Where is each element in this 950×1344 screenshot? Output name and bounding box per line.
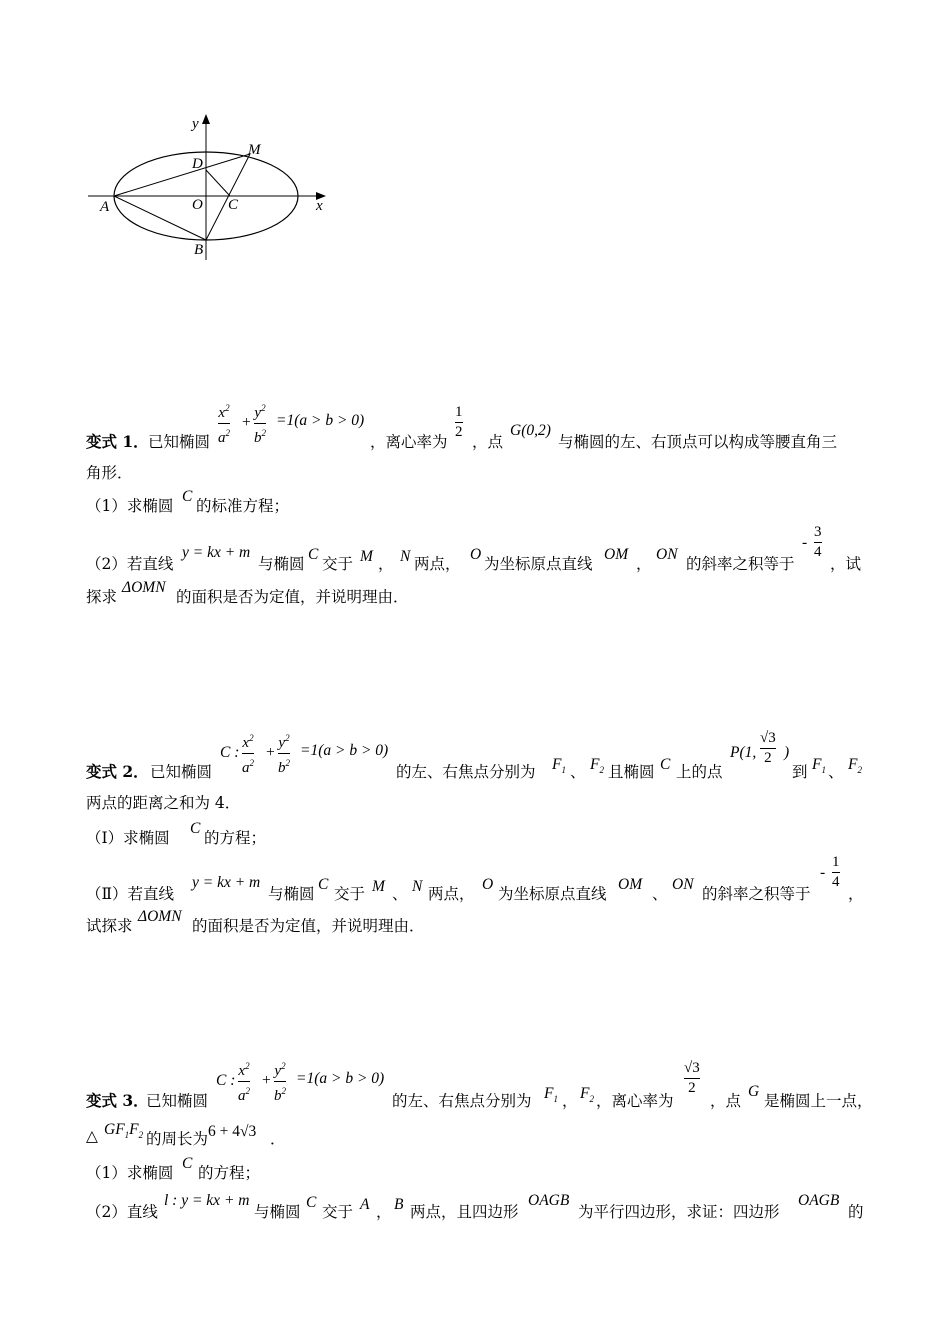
p3-l2-a: △ bbox=[86, 1127, 98, 1145]
p2-q2-C: C bbox=[318, 876, 329, 893]
p1-q3-tri: ΔOMN bbox=[122, 579, 166, 596]
p3-q2-Q2: OAGB bbox=[798, 1192, 840, 1209]
p2-q2-c: 交于 bbox=[334, 885, 366, 903]
ellipse-figure bbox=[80, 108, 340, 268]
p2-point-P-frac: √3 2 bbox=[760, 730, 776, 766]
p2-sep2: 、 bbox=[828, 763, 844, 781]
label-O: O bbox=[192, 197, 203, 213]
y-axis-arrow bbox=[202, 114, 210, 124]
p1-frac-y: $y^2$ $b^2$ bbox=[254, 403, 266, 446]
p2-q3-b: 的面积是否为定值，并说明理由． bbox=[192, 917, 425, 935]
p3-q2-g: 的 bbox=[848, 1203, 864, 1221]
p3-eq: =1(a > b > 0) bbox=[296, 1070, 385, 1087]
p1-line-2: 角形． bbox=[86, 464, 133, 482]
p1-text-a: 已知椭圆 bbox=[148, 433, 211, 451]
p2-text-d: 上的点 bbox=[676, 763, 723, 781]
p2-F2b: $F_2$ bbox=[848, 756, 862, 776]
label-B: B bbox=[194, 242, 204, 258]
p1-q2-ON: ON bbox=[656, 546, 678, 563]
p2-q2-M: M bbox=[372, 878, 385, 895]
p3-q2-A: A bbox=[360, 1196, 370, 1213]
p1-q1-a: （1）求椭圆 bbox=[86, 497, 174, 515]
p2-frac-x: $x^2$ $a^2$ bbox=[242, 733, 254, 776]
p2-q2-g: 、 bbox=[652, 885, 668, 903]
p2-q2-O: O bbox=[482, 876, 494, 893]
p1-q2-g: ， bbox=[636, 555, 652, 573]
p3-q2-line: l : y = kx + m bbox=[164, 1192, 250, 1209]
problem-2-title: 变式 2． bbox=[86, 762, 149, 781]
p2-q2-ON: ON bbox=[672, 876, 694, 893]
p2-text-a: 已知椭圆 bbox=[150, 763, 213, 781]
p2-q2-N: N bbox=[412, 878, 423, 895]
p2-frac-y: $y^2$ $b^2$ bbox=[278, 733, 290, 776]
label-x: x bbox=[316, 198, 323, 214]
p3-q2-e: 两点，且四边形 bbox=[410, 1203, 519, 1221]
p2-q2-f: 为坐标原点直线 bbox=[498, 885, 607, 903]
p2-q3-tri: ΔOMN bbox=[138, 908, 182, 925]
p3-l2-val: 6 + 4√3 bbox=[208, 1123, 257, 1140]
p2-F1b: $F_1$ bbox=[812, 756, 826, 776]
segment-DC bbox=[206, 170, 230, 196]
p1-eq: =1(a > b > 0) bbox=[276, 412, 365, 429]
label-C: C bbox=[228, 197, 239, 213]
p3-q1-C: C bbox=[182, 1155, 193, 1172]
label-M: M bbox=[248, 142, 261, 158]
p2-text-c: 且椭圆 bbox=[608, 763, 655, 781]
p1-plus: + bbox=[242, 414, 251, 431]
label-y: y bbox=[192, 116, 199, 132]
p3-l2-tri: $GF_1F_2$ bbox=[104, 1121, 144, 1141]
p3-q1-a: （1）求椭圆 bbox=[86, 1164, 174, 1182]
p3-sep1: ， bbox=[562, 1092, 578, 1110]
p3-q2-C: C bbox=[306, 1194, 317, 1211]
label-D: D bbox=[192, 156, 203, 172]
segment-AM bbox=[114, 154, 250, 196]
p1-q2-M: M bbox=[360, 548, 373, 565]
p2-point-P-a: P(1, bbox=[730, 744, 757, 761]
p3-F2: $F_2$ bbox=[580, 1085, 594, 1105]
p2-q1-b: 的方程； bbox=[204, 829, 267, 847]
p1-text-d: 与椭圆的左、右顶点可以构成等腰直角三 bbox=[558, 433, 838, 451]
p3-plus: + bbox=[262, 1072, 271, 1089]
p3-q2-f: 为平行四边形，求证：四边形 bbox=[578, 1203, 780, 1221]
p2-q2-d: 、 bbox=[392, 885, 408, 903]
p2-point-P-b: ) bbox=[784, 744, 790, 761]
p1-point-G: G(0,2) bbox=[510, 422, 551, 439]
p1-q1-b: 的标准方程； bbox=[196, 497, 290, 515]
p2-q2-i: ， bbox=[848, 885, 864, 903]
problem-3-title: 变式 3． bbox=[86, 1091, 149, 1110]
p1-q2-OM: OM bbox=[604, 546, 629, 563]
p1-q2-O: O bbox=[470, 546, 482, 563]
p3-l2-b: 的周长为 bbox=[146, 1130, 209, 1148]
p3-text-b: 的左、右焦点分别为 bbox=[392, 1092, 532, 1110]
p3-G: G bbox=[748, 1083, 760, 1100]
p1-q3-a: 探求 bbox=[86, 588, 118, 606]
p2-q1-a: （Ⅰ）求椭圆 bbox=[86, 829, 170, 847]
p2-q1-C: C bbox=[190, 820, 201, 837]
p3-q2-B: B bbox=[394, 1196, 404, 1213]
p1-q2-minus: - bbox=[802, 534, 808, 551]
p3-frac-y: $y^2$ $b^2$ bbox=[274, 1061, 286, 1104]
p1-q3-b: 的面积是否为定值，并说明理由． bbox=[176, 588, 409, 606]
p2-q2-OM: OM bbox=[618, 876, 643, 893]
p3-text-c: ，离心率为 bbox=[596, 1092, 674, 1110]
p1-q2-line: y = kx + m bbox=[182, 544, 251, 561]
p1-q2-b: 与椭圆 bbox=[258, 555, 305, 573]
p2-eq: =1(a > b > 0) bbox=[300, 742, 389, 759]
p3-text-a: 已知椭圆 bbox=[146, 1092, 209, 1110]
p3-frac-x: $x^2$ $a^2$ bbox=[238, 1061, 250, 1104]
p2-q3-a: 试探求 bbox=[86, 917, 133, 935]
p1-text-b: ，离心率为 bbox=[370, 433, 448, 451]
p3-q2-b: 与椭圆 bbox=[254, 1203, 301, 1221]
p2-text-e: 到 bbox=[792, 763, 808, 781]
p2-q2-line: y = kx + m bbox=[192, 874, 261, 891]
p1-q2-h: 的斜率之积等于 bbox=[686, 555, 795, 573]
p3-q2-c: 交于 bbox=[322, 1203, 354, 1221]
p3-text-e: 是椭圆上一点， bbox=[764, 1092, 873, 1110]
p2-sep1: 、 bbox=[570, 763, 586, 781]
p1-text-c: ，点 bbox=[472, 433, 504, 451]
label-A: A bbox=[100, 199, 110, 215]
p2-q2-minus: - bbox=[820, 864, 826, 881]
p2-eq-prefix: C : bbox=[220, 744, 240, 761]
p2-F2: $F_2$ bbox=[590, 756, 604, 776]
p2-C: C bbox=[660, 756, 671, 773]
p3-q2-d: ， bbox=[376, 1203, 392, 1221]
p3-eq-prefix: C : bbox=[216, 1072, 236, 1089]
p1-q2-i: ，试 bbox=[830, 555, 862, 573]
p1-q2-c: 交于 bbox=[322, 555, 354, 573]
p2-line-2: 两点的距离之和为 4． bbox=[86, 794, 241, 812]
p2-text-b: 的左、右焦点分别为 bbox=[396, 763, 536, 781]
p2-q2-b: 与椭圆 bbox=[268, 885, 315, 903]
p1-q2-a: （2）若直线 bbox=[86, 555, 174, 573]
p3-eccentricity: √3 2 bbox=[684, 1060, 700, 1096]
problem-1-title: 变式 1． bbox=[86, 432, 149, 451]
p1-eccentricity: 1 2 bbox=[455, 404, 463, 440]
p3-q1-b: 的方程； bbox=[198, 1164, 261, 1182]
p3-q2-a: （2）直线 bbox=[86, 1203, 158, 1221]
p1-q2-f: 为坐标原点直线 bbox=[484, 555, 593, 573]
p2-q2-a: （Ⅱ）若直线 bbox=[86, 885, 175, 903]
p1-frac-x: $x^2$ $a^2$ bbox=[218, 403, 230, 446]
p1-q2-frac: 3 4 bbox=[814, 524, 822, 560]
p2-q2-h: 的斜率之积等于 bbox=[702, 885, 811, 903]
p3-l2-c: ． bbox=[270, 1130, 286, 1148]
p1-q2-N: N bbox=[400, 548, 411, 565]
p1-q1-C: C bbox=[182, 488, 193, 505]
p3-text-d: ，点 bbox=[710, 1092, 742, 1110]
p2-q2-e: 两点， bbox=[428, 885, 475, 903]
p2-plus: + bbox=[266, 744, 275, 761]
p2-q2-frac: 1 4 bbox=[832, 854, 840, 890]
p3-q2-Q1: OAGB bbox=[528, 1192, 570, 1209]
p2-F1: $F_1$ bbox=[552, 756, 566, 776]
p1-q2-C: C bbox=[308, 546, 319, 563]
p1-q2-e: 两点， bbox=[414, 555, 461, 573]
p1-q2-d: ， bbox=[378, 555, 394, 573]
p3-F1: $F_1$ bbox=[544, 1085, 558, 1105]
